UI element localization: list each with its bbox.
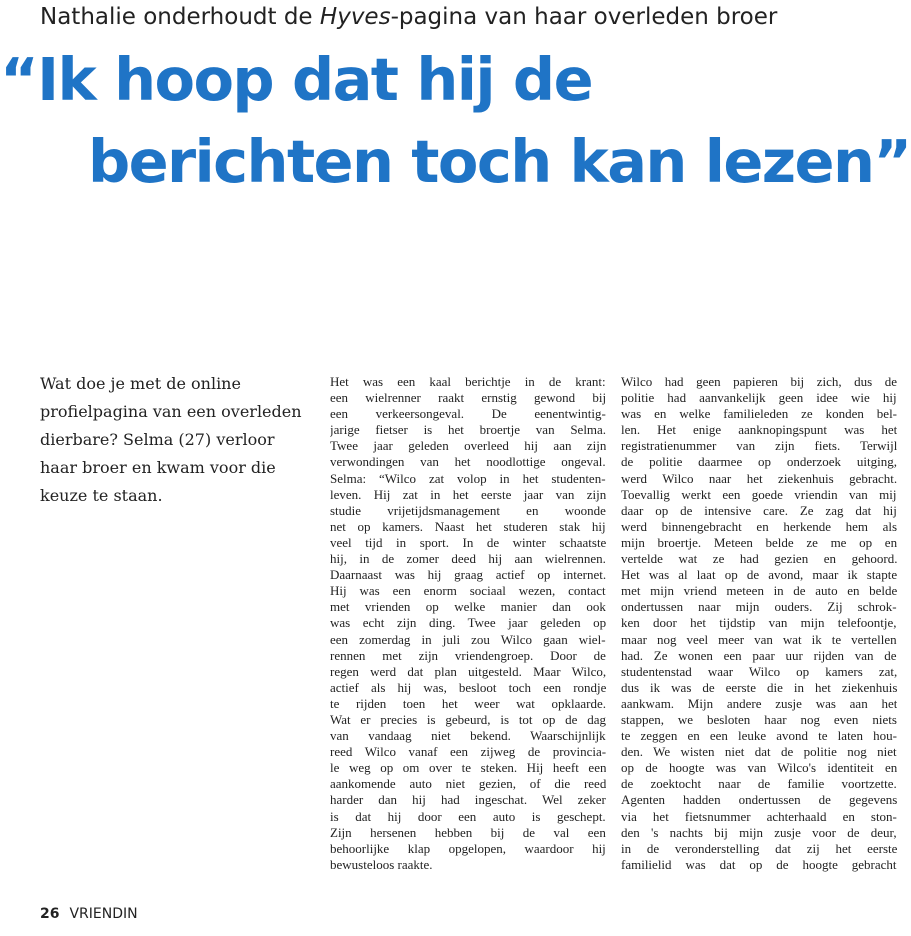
text-line: werd Wilco naar het ziekenhuis gebracht.	[621, 470, 897, 486]
text-line: Daarnaast was hij graag actief op internet.	[330, 567, 606, 583]
article-column-2	[621, 374, 897, 873]
text-line: was en welke familieleden ze konden bel-	[621, 406, 897, 422]
text-line: veel tijd in sport. In de winter schaatste	[330, 534, 606, 550]
text-line: werd binnengebracht en herkende hem als	[621, 518, 897, 534]
text-line: van vandaag niet bekend. Waarschijnlijk	[330, 728, 606, 744]
text-line: Zijn hersenen hebben bij de val een	[330, 824, 606, 840]
text-line: via het fietsnummer achterhaald en ston-	[621, 808, 897, 824]
text-line: had. Ze wonen een paar uur rijden van de	[621, 647, 897, 663]
text-line: een verkeersongeval. De eenentwintig-	[330, 406, 606, 422]
text-line: reed Wilco vanaf een zijweg de provincia-	[330, 744, 606, 760]
text-line: rennen met zijn vriendengroep. Door de	[330, 647, 606, 663]
text-line: vertelde wat ze had gezien en gehoord.	[621, 551, 897, 567]
intro-text: Wat doe je met de online profielpagina van een overleden dierbare? Selma (27) verloor haar broer en kwam voor die keuze te staan.	[40, 374, 302, 505]
text-line: registratienummer van zijn fiets. Terwijl	[621, 438, 897, 454]
text-line: op de hoogte was van Wilco's identiteit en	[621, 760, 897, 776]
text-line: Het was een kaal berichtje in de krant:	[330, 374, 606, 389]
text-line: jarige fietser is het broertje van Selma.	[330, 422, 606, 438]
text-line: mijn broertje. Meteen belde ze me op en	[621, 534, 897, 550]
text-line: met mijn vriend meteen in de auto en belde	[621, 583, 897, 599]
kicker-text-after: -pagina van haar overleden broer	[390, 4, 778, 30]
page-footer	[40, 906, 138, 922]
text-line: Selma: “Wilco zat volop in het studenten-	[330, 470, 606, 486]
text-line: harder dan hij had ingeschat. Wel zeker	[330, 792, 606, 808]
text-line: ken door het tijdstip van mijn telefoontje,	[621, 615, 897, 631]
text-line: regen werd dat plan uitgesteld. Maar Wilco,	[330, 663, 606, 679]
text-line: te zeggen en een leuke avond te laten hou-	[621, 728, 897, 744]
article-kicker	[40, 4, 777, 30]
headline-line-2: berichten toch kan lezen”	[88, 127, 911, 196]
text-line: Twee jaar geleden overleed hij aan zijn	[330, 438, 606, 454]
magazine-name: VRIENDIN	[69, 906, 138, 922]
kicker-text-before: Nathalie onderhoudt de	[40, 4, 320, 30]
headline-line-1: “Ik hoop dat hij de	[0, 45, 592, 114]
text-line: Toevallig werkt een goede vriendin van mij	[621, 486, 897, 502]
text-line: te rijden toen het weer wat opklaarde.	[330, 695, 606, 711]
text-line: den. We wisten niet dat de politie nog niet	[621, 744, 897, 760]
text-line: een wielrenner raakt ernstig gewond bij	[330, 390, 606, 406]
text-line: Het was al laat op de avond, maar ik stapte	[621, 567, 897, 583]
text-line: aankomende auto niet gezien, of die reed	[330, 776, 606, 792]
text-line: Agenten hadden ondertussen de gegevens	[621, 792, 897, 808]
text-line: aankwam. Mijn andere zusje was aan het	[621, 695, 897, 711]
text-line: hij, in de zomer deed hij aan wielrennen.	[330, 551, 606, 567]
text-line: stappen, we besloten haar nog even niets	[621, 711, 897, 727]
text-line: ondertussen naar mijn ouders. Zij schrok-	[621, 599, 897, 615]
text-line: net op kamers. Naast het studeren stak hij	[330, 518, 606, 534]
text-line: de politie daarmee op onderzoek uitging,	[621, 454, 897, 470]
text-line: de zoektocht naar de familie voortzette.	[621, 776, 897, 792]
text-line: in de veronderstelling dat zij het eerste	[621, 840, 897, 856]
text-line: was echt zijn ding. Twee jaar geleden op	[330, 615, 606, 631]
text-line: politie had aanvankelijk geen idee wie hij	[621, 390, 897, 406]
text-line: is dat hij door een auto is geschept.	[330, 808, 606, 824]
text-line: daar op de intensive care. Ze zag dat hij	[621, 502, 897, 518]
text-line: Hij was een enorm sociaal wezen, contact	[330, 583, 606, 599]
text-line: behoorlijke klap opgelopen, waardoor hij	[330, 840, 606, 856]
text-line: leven. Hij zat in het eerste jaar van zijn	[330, 486, 606, 502]
text-line: Wat er precies is gebeurd, is tot op de dag	[330, 711, 606, 727]
text-line: maar nog veel meer van wat ik te vertellen	[621, 631, 897, 647]
page-number: 26	[40, 906, 60, 922]
text-line: len. Het enige aanknopingspunt was het	[621, 422, 897, 438]
text-line: studentenstad waar Wilco op kamers zat,	[621, 663, 897, 679]
text-line: actief als hij was, besloot toch een rondje	[330, 679, 606, 695]
text-line: verwondingen van het noodlottige ongeval.	[330, 454, 606, 470]
text-line: een zomerdag in juli zou Wilco gaan wiel-	[330, 631, 606, 647]
text-line: le weg op om over te steken. Hij heeft een	[330, 760, 606, 776]
article-intro	[40, 370, 302, 510]
text-line: studie vrijetijdsmanagement en woonde	[330, 502, 606, 518]
text-line: met vrienden op welke manier dan ook	[330, 599, 606, 615]
text-line: dus ik was de eerste die in het ziekenhuis	[621, 679, 897, 695]
text-line: Wilco had geen papieren bij zich, dus de	[621, 374, 897, 389]
text-line: bewusteloos raakte.	[330, 856, 433, 872]
text-line: familielid was dat op de hoogte gebracht	[621, 856, 897, 872]
article-column-1	[330, 374, 606, 873]
text-line: den 's nachts bij mijn zusje voor de deur,	[621, 824, 897, 840]
kicker-text-italic: Hyves	[319, 4, 391, 30]
